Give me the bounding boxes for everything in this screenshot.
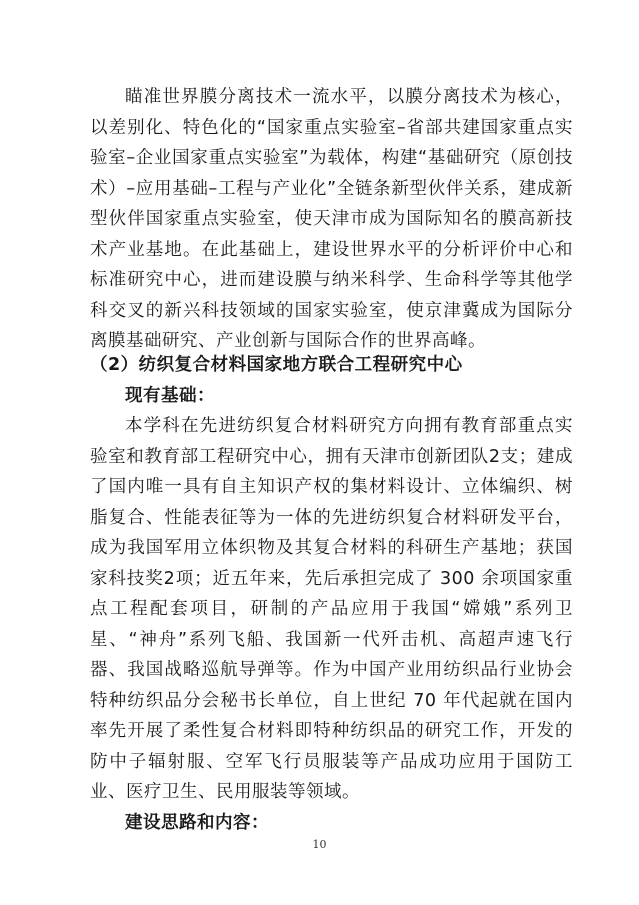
- subheading-current-basis: 现有基础：: [125, 385, 215, 406]
- text-block-section-2: [90, 350, 573, 838]
- section-heading: （2）纺织复合材料国家地方联合工程研究中心: [90, 355, 463, 375]
- page-number: 10: [312, 838, 327, 851]
- subheading-plan: 建设思路和内容：: [125, 812, 269, 833]
- paragraph-membrane-goals: 瞄准世界膜分离技术一流水平，以膜分离技术为核心，以差别化、特色化的“国家重点实验室–省部共建国家重点实验室–企业国家重点实验室”为载体，构建“基础研究（原创技术）–应用基础–工程与产业化”全链条新型伙伴关系，建成新型伙伴国家重点实验室，使天津市成为国际知名的膜高新技术产业基地。在此基础上，建设世界水平的分析评价中心和标准研究中心，进而建设膜与纳米科学、生命科学等其他学科交叉的新兴科技领域的国家实验室，使京津冀成为国际分离膜基础研究、产业创新与国际合作的世界高峰。: [90, 87, 573, 351]
- text-block-top: [90, 82, 573, 357]
- paragraph-textile-composites: 本学科在先进纺织复合材料研究方向拥有教育部重点实验室和教育部工程研究中心，拥有天津市创新团队2支；建成了国内唯一具有自主知识产权的集材料设计、立体编织、树脂复合、性能表征等为一体的先进纺织复合材料研发平台，成为我国军用立体织物及其复合材料的科研生产基地；获国家科技奖2项；近五年来，先后承担完成了 300 余项国家重点工程配套项目，研制的产品应用于我国“嫦娥”系列卫星、“神舟”系列飞船、我国新一代歼击机、高超声速飞行器、我国战略巡航导弹等。作为中国产业用纺织品行业协会特种纺织品分会秘书长单位，自上世纪 70 年代起就在国内率先开展了柔性复合材料即特种纺织品的研究工作，开发的防中子辐射服、空军飞行员服装等产品成功应用于国防工业、医疗卫生、民用服装等领域。: [90, 416, 573, 802]
